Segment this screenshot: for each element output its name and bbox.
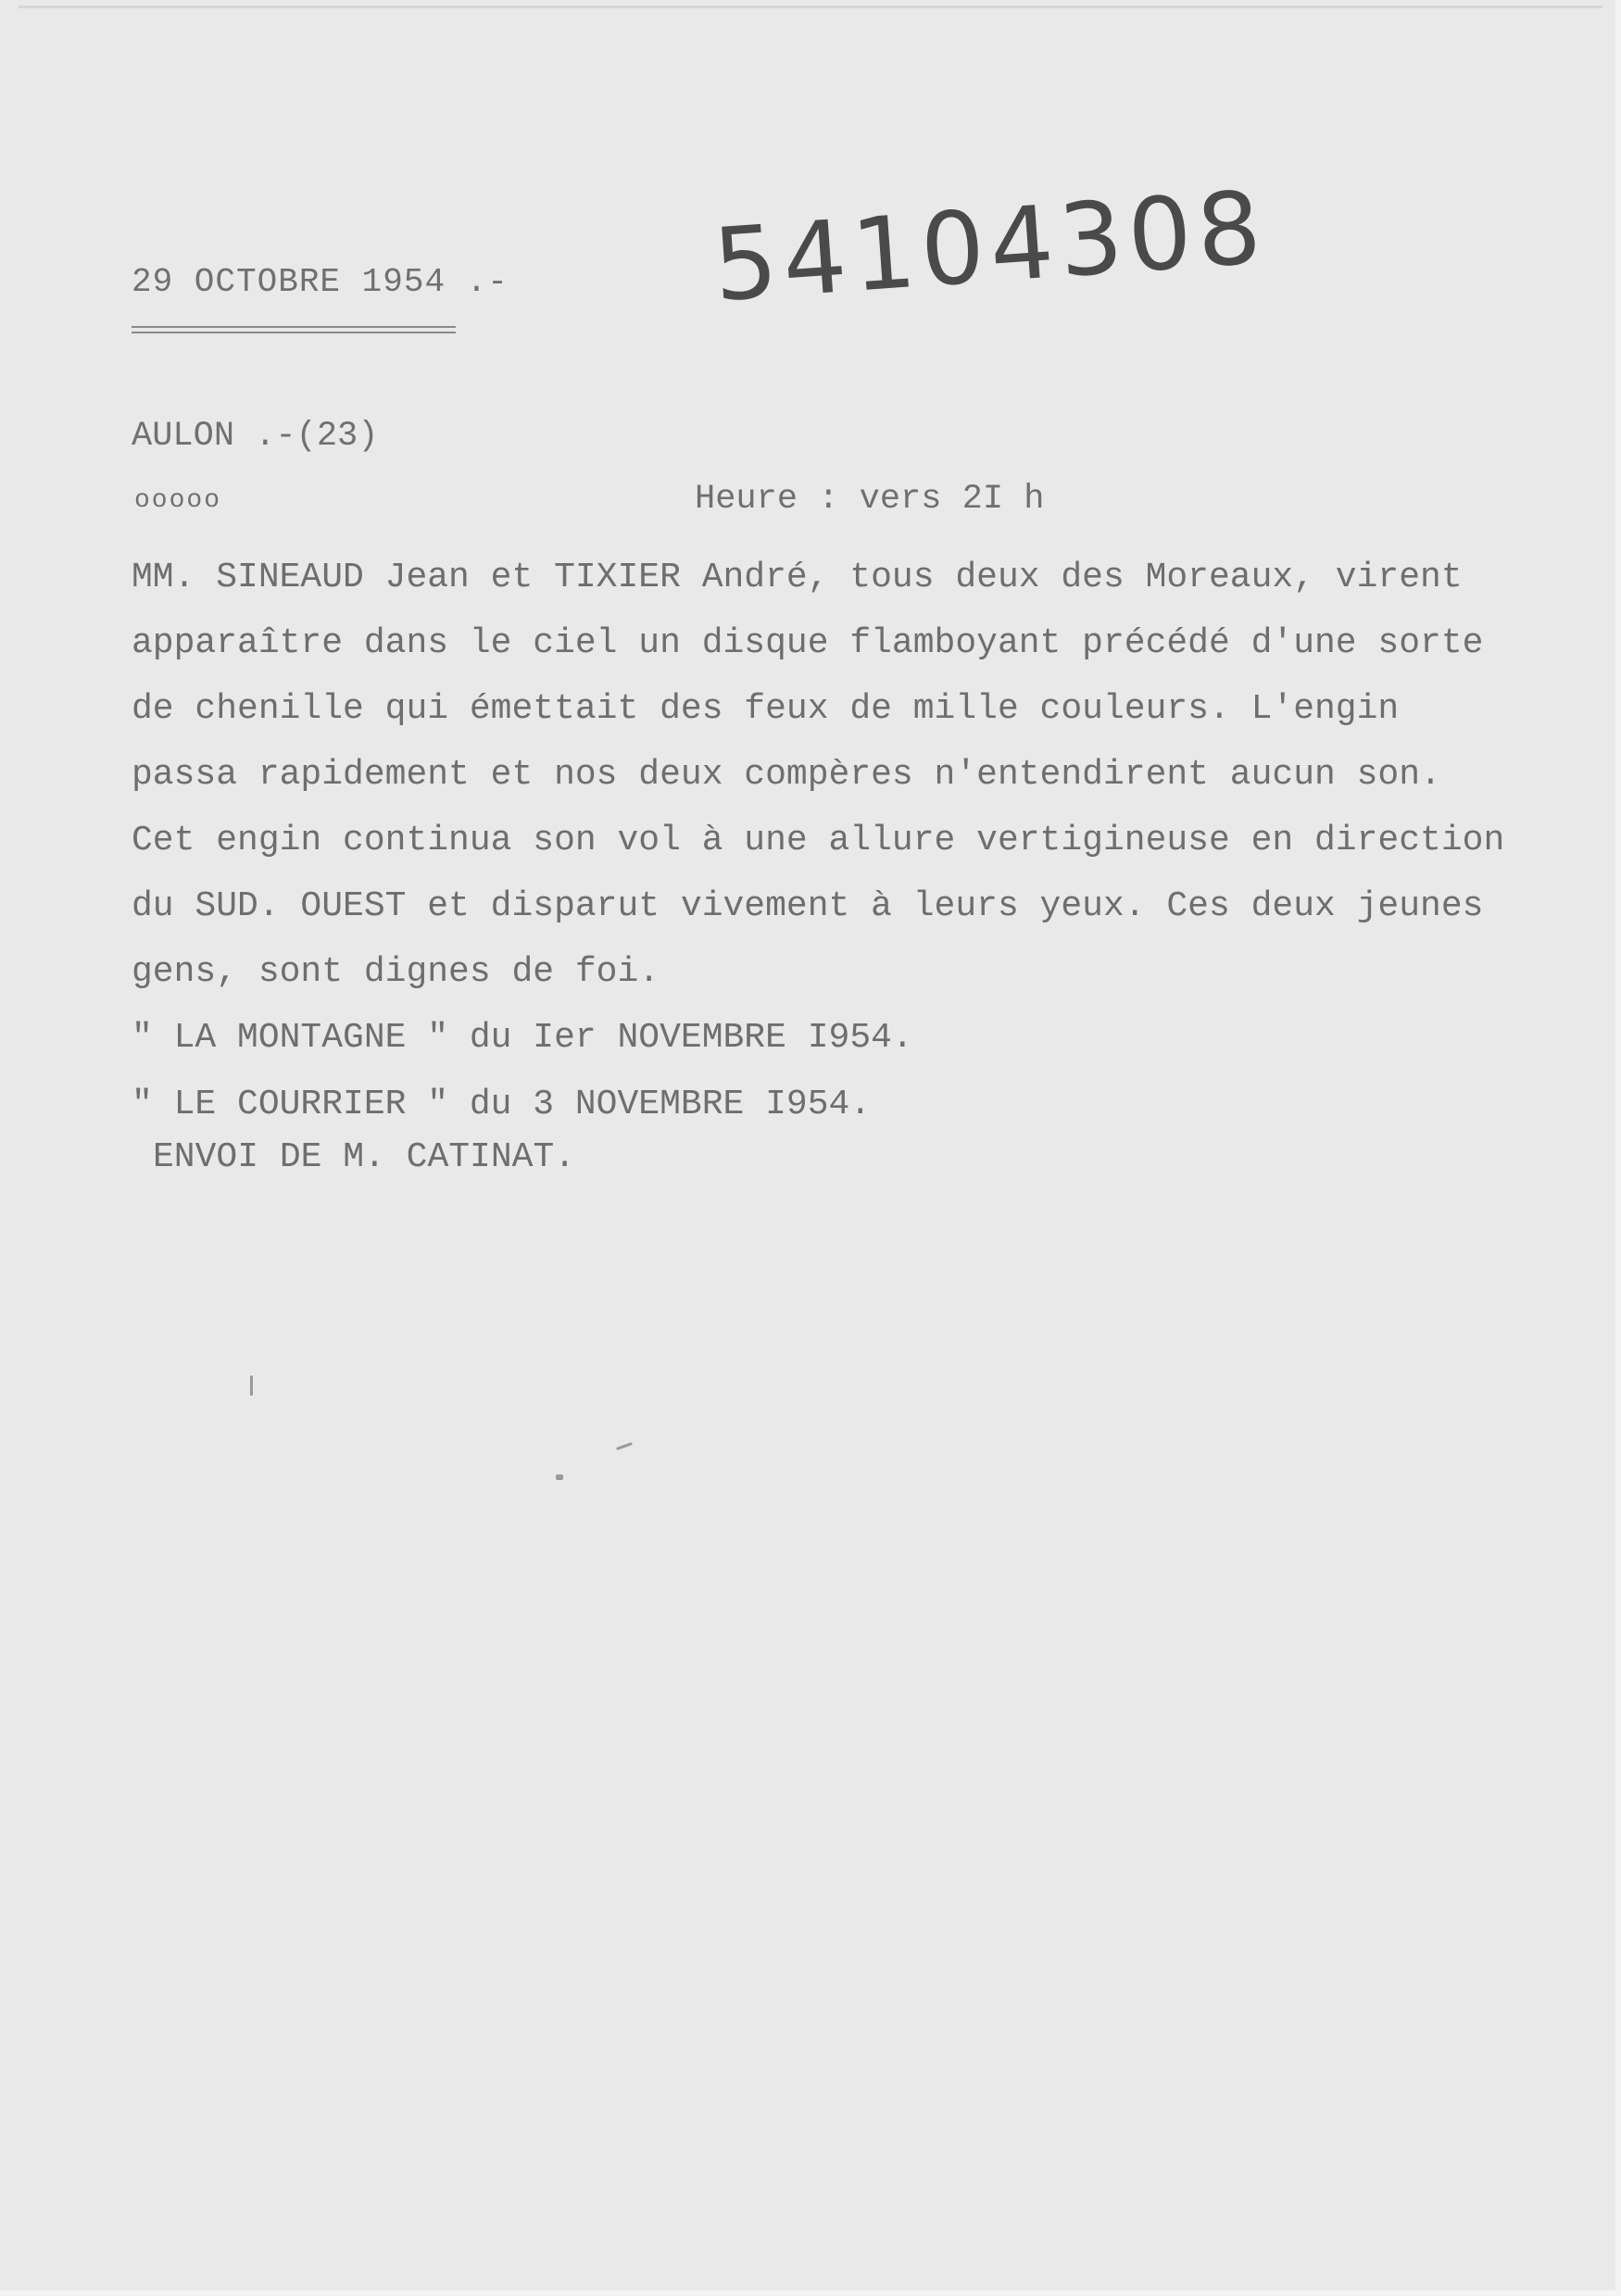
paper-speck	[616, 1442, 633, 1450]
source-line: " LA MONTAGNE " du Ier NOVEMBRE I954.	[132, 1018, 913, 1058]
body-line: passa rapidement et nos deux compères n'entendirent aucun son.	[132, 755, 1441, 795]
body-line: apparaître dans le ciel un disque flamboyant précédé d'une sorte	[132, 623, 1484, 663]
press-sources	[132, 1005, 913, 1138]
paper-speck	[250, 1375, 253, 1396]
place-name: AULON .-(23)	[132, 417, 379, 456]
report-body	[132, 545, 1558, 1005]
date-underline	[132, 326, 456, 333]
page-top-edge	[19, 6, 1602, 8]
source-line: " LE COURRIER " du 3 NOVEMBRE I954.	[132, 1085, 872, 1124]
body-line: gens, sont dignes de foi.	[132, 952, 660, 992]
paper-speck	[556, 1474, 563, 1480]
sender-line: ENVOI DE M. CATINAT.	[153, 1137, 576, 1177]
body-line: de chenille qui émettait des feux de mille couleurs. L'engin	[132, 689, 1400, 729]
body-line: MM. SINEAUD Jean et TIXIER André, tous deux des Moreaux, virent	[132, 558, 1463, 597]
body-line: Cet engin continua son vol à une allure vertigineuse en direction	[132, 821, 1505, 860]
reference-number-stamp: 54104308	[710, 169, 1271, 324]
event-time: Heure : vers 2I h	[695, 480, 1045, 519]
separator-circles: ooooo	[134, 486, 222, 515]
report-date: 29 OCTOBRE 1954 .-	[132, 263, 509, 301]
body-line: du SUD. OUEST et disparut vivement à leurs yeux. Ces deux jeunes	[132, 886, 1484, 926]
